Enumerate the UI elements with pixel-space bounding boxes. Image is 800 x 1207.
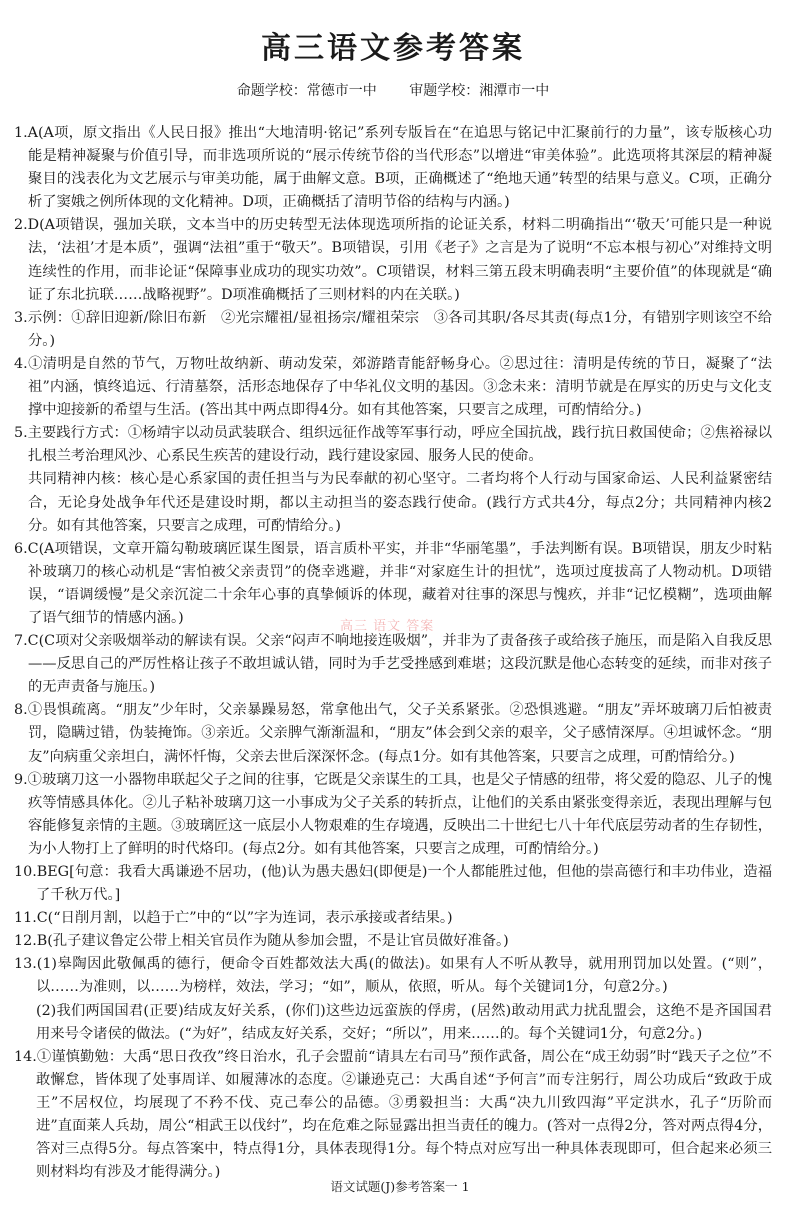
- page-title: 高三语文参考答案: [261, 31, 525, 66]
- answer-item-9: 9.①玻璃刀这一小器物串联起父子之间的往事，它既是父亲谋生的工具，也是父子情感的纽带，将父爱的隐忍、儿子的愧疚等情感具体化。②儿子粘补玻璃刀这一小事成为父子关系的转折点，让他们的关系由紧张变得亲近，表现出理解与包容能修复亲情的主题。③玻璃匠这一底层小人物艰难的生存境遇，反映出二十世纪七八十年代底层劳动者的生存韧性，为小人物打上了鲜明的时代烙印。(每点2分。如有其他答案，只要言之成理，可酌情给分。): [14, 771, 772, 857]
- answer-item-5-extra: 共同精神内核：核心是心系家国的责任担当与为民奉献的初心坚守。二者均将个人行动与国家命运、人民利益紧密结合，无论身处战争年代还是建设时期，都以主动担当的姿态践行使命。(践行方式共4分，每点2分；共同精神内核2分。如有其他答案，只要言之成理，可酌情给分。): [28, 471, 772, 534]
- answer-item-13-part2: (2)我们两国国君(正要)结成友好关系，(你们)这些边远蛮族的俘虏，(居然)敢动用武力扰乱盟会，这绝不是齐国国君用来号令诸侯的做法。(“为好”，结成友好关系，交好；“所以”，用来……的。每个关键词1分，句意2分。): [36, 1002, 772, 1042]
- setter-school: 命题学校：常德市一中: [236, 83, 377, 99]
- answer-item-10: 10.BEG[句意：我看大禹谦逊不居功，(他)认为愚夫愚妇(即便是)一个人都能胜过他，但他的崇高德行和丰功伟业，造福了千秋万代。]: [14, 864, 772, 904]
- answer-item-12: 12.B(孔子建议鲁定公带上相关官员作为随从参加会盟，不是让官员做好准备。): [14, 933, 509, 950]
- page-footer: 语文试题(J)参考答案一 1: [330, 1179, 470, 1194]
- answer-item-1: 1.A(A项，原文指出《人民日报》推出“大地清明·铭记”系列专版旨在“在追思与铭记中汇聚前行的力量”，该专版核心功能是精神凝聚与价值引导，而非选项所说的“展示传统节俗的当代形态”以增进“审美体验”。此选项将其深层的精神凝聚目的浅表化为文艺展示与审美功能，属于曲解文意。B项，正确概述了“绝地天通”转型的结果与意义。C项，正确分析了窦娥之例所体现的文化精神。D项，正确概括了清明节俗的结构与内涵。): [14, 125, 772, 211]
- answer-item-6: 6.C(A项错误，文章开篇勾勒玻璃匠谋生图景，语言质朴平实，并非“华丽笔墨”，手法判断有误。B项错误，朋友少时粘补玻璃刀的核心动机是“害怕被父亲责罚”的侥幸逃避，并非“对家庭生计的担忧”，选项过度拔高了人物动机。D项错误，“语调缓慢”是父亲沉淀二十余年心事的真挚倾诉的体现，藏着对往事的深思与愧疚，并非“记忆模糊”，选项曲解了语气细节的情感内涵。): [14, 540, 772, 626]
- answer-item-5: 5.主要践行方式：①杨靖宇以动员武装联合、组织远征作战等军事行动，呼应全国抗战，践行抗日救国使命；②焦裕禄以扎根兰考治理风沙、心系民生疾苦的建设行动，践行建设家园、服务人民的使命。: [14, 425, 772, 465]
- watermark: 高三 语文 答案: [340, 619, 435, 634]
- answer-list: [14, 122, 772, 1184]
- answer-item-4: 4.①清明是自然的节气，万物吐故纳新、萌动发荣，郊游踏青能舒畅身心。②思过往：清明是传统的节日，凝聚了“法祖”内涵，慎终追远、行清墓祭，活形态地保存了中华礼仪文明的基因。③念未来：清明节就是在厚实的历史与文化支撑中迎接新的希望与生活。(答出其中两点即得4分。如有其他答案，只要言之成理，可酌情给分。): [14, 355, 772, 419]
- answer-item-8: 8.①畏惧疏离。“朋友”少年时，父亲暴躁易怒，常拿他出气，父子关系紧张。②恐惧逃避。“朋友”弄坏玻璃刀后怕被责罚，隐瞒过错，伪装掩饰。③亲近。父亲脾气渐渐温和，“朋友”体会到父亲的艰辛，父子感情深厚。④坦诚怀念。“朋友”向病重父亲坦白，满怀忏悔，父亲去世后深深怀念。(每点1分。如有其他答案，只要言之成理，可酌情给分。): [14, 702, 772, 765]
- answer-item-11: 11.C(“日削月割，以趋于亡”中的“以”字为连词，表示承接或者结果。): [14, 910, 453, 927]
- reviewer-school: 审题学校：湘潭市一中: [409, 83, 550, 99]
- answer-item-7: 7.C(C项对父亲吸烟举动的解读有误。父亲“闷声不响地接连吸烟”，并非为了责备孩子或给孩子施压，而是陷入自我反思——反思自己的严厉性格让孩子不敢坦诚认错，同时为手艺受挫感到难堪；这段沉默是他心态转变的延续，而非对孩子的无声责备与施压。): [14, 633, 772, 696]
- school-info: [14, 82, 772, 100]
- answer-item-14: 14.①谨慎勤勉：大禹“思日孜孜”终日治水，孔子会盟前“请具左右司马”预作武备，周公在“成王幼弱”时“践天子之位”不敢懈怠，皆体现了处事周详、如履薄冰的态度。②谦逊克己：大禹自述“予何言”而专注躬行，周公功成后“致政于成王”不居权位，均展现了不矜不伐、克己奉公的品德。③勇毅担当：大禹“决九川致四海”平定洪水，孔子“历阶而进”直面莱人兵劫，周公“相武王以伐纣”，均在危难之际显露出担当责任的魄力。(答对一点得2分，答对两点得4分，答对三点得5分。每点答案中，特点得1分，具体表现得1分。每个特点对应写出一种具体表现即可，但合起来必须三则材料均有涉及才能得满分。): [14, 1048, 772, 1181]
- answer-item-2: 2.D(A项错误，强加关联，文本当中的历史转型无法体现选项所指的论证关系，材料二明确指出“‘敬天’可能只是一种说法，‘法祖’才是本质”，强调“法祖”重于“敬天”。B项错误，引用《老子》之言是为了说明“不忘本根与初心”对维持文明连续性的作用，而非论证“保障事业成功的现实功效”。C项错误，材料三第五段末明确表明“主要价值”的体现就是“确证了东北抗联……战略视野”。D项准确概括了三则材料的内在关联。): [14, 217, 772, 303]
- answer-item-3: 3.示例：①辞旧迎新/除旧布新 ②光宗耀祖/显祖扬宗/耀祖荣宗 ③各司其职/各尽其责(每点1分，有错别字则该空不给分。): [14, 309, 772, 349]
- answer-item-13: 13.(1)皋陶因此敬佩禹的德行，便命令百姓都效法大禹(的做法)。如果有人不听从教导，就用刑罚加以处置。(“则”，以……为准则，以……为榜样，效法，学习；“如”，顺从，依照，听从。每个关键词1分，句意2分。): [14, 956, 772, 996]
